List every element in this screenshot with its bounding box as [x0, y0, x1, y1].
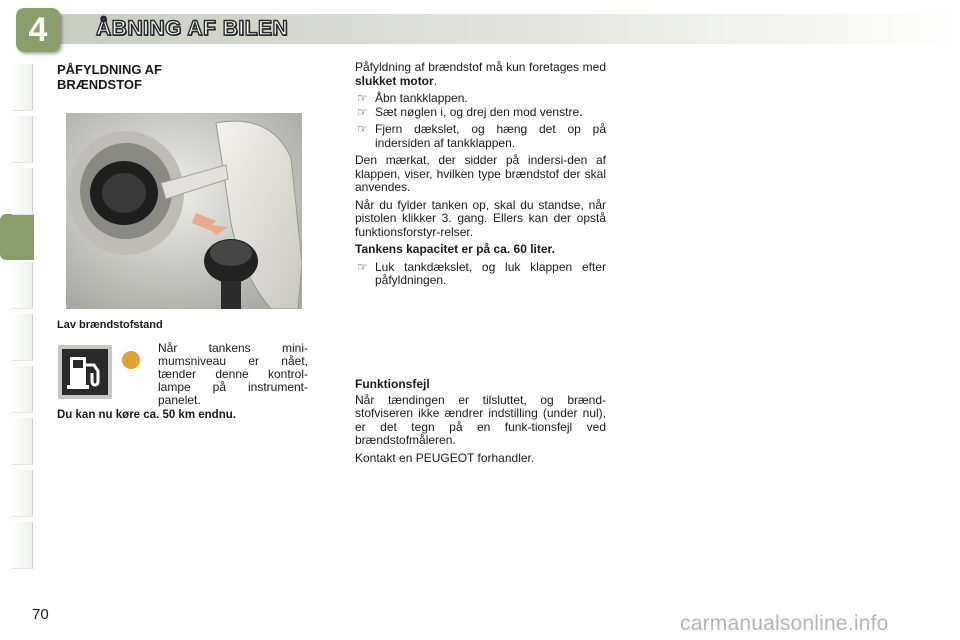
intro-end: . [433, 73, 438, 88]
step-text: Åbn tankklappen. [375, 91, 468, 105]
fuel-warning-panel [58, 345, 112, 399]
fault-text: Når tændingen er tilsluttet, og brænd-stofviseren ikke ændrer indstilling (under nul), er det tegn på en funk-tionsfejl ved brændstofmåleren. [355, 392, 606, 447]
step-item [355, 92, 606, 106]
pointing-hand-icon: ☞ [357, 91, 368, 105]
intro-bold: slukket motor [355, 73, 434, 88]
chapter-tab[interactable] [12, 366, 33, 413]
step-item [355, 123, 606, 150]
chapter-tab[interactable] [12, 262, 33, 309]
fuel-pump-icon [58, 345, 112, 399]
chapter-title: ÅBNING AF BILEN [96, 17, 289, 40]
label-paragraph: Den mærkat, der sidder på indersi-den af klappen, viser, hvilken type brændstof der skal anvendes. [355, 153, 606, 194]
step-text: Luk tankdækslet, og luk klappen efter påfyldningen. [375, 259, 606, 287]
section-heading [57, 62, 162, 92]
chapter-tab[interactable] [12, 168, 33, 215]
chapter-tab-active[interactable] [0, 214, 34, 260]
full-tank-paragraph: Når du fylder tanken op, skal du standse, når pistolen klikker 3. gang. Ellers kan der opstå funktionsforstyr-relser. [355, 197, 606, 239]
chapter-header [0, 0, 960, 58]
fault-section [355, 378, 606, 469]
contact-text: Kontakt en PEUGEOT forhandler. [355, 450, 535, 465]
chapter-tab[interactable] [12, 418, 33, 465]
chapter-tabs [0, 64, 34, 576]
chapter-number-badge: 4 [16, 8, 60, 52]
fuel-cap-illustration [66, 113, 302, 309]
fault-title: Funktionsfejl [355, 377, 430, 391]
chapter-tab[interactable] [12, 470, 33, 517]
intro-text: Påfyldning af brændstof må kun foretages med [355, 60, 606, 74]
page-number: 70 [32, 606, 49, 623]
heading-line: PÅFYLDNING AF [57, 62, 162, 77]
watermark: carmanualsonline.info [680, 612, 889, 635]
warning-lamp-icon [122, 351, 140, 369]
low-fuel-text: Når tankens mini-mumsniveau er nået, tænder denne kontrol-lampe på instrument-panelet. [158, 341, 308, 407]
step-text: Fjern dækslet, og hæng det op på indersiden af tankklappen. [375, 122, 606, 150]
low-fuel-title: Lav brændstofstand [57, 319, 163, 331]
capacity-note: Tankens kapacitet er på ca. 60 liter. [355, 242, 555, 256]
fuel-cap-photo [66, 113, 302, 309]
chapter-tab[interactable] [12, 314, 33, 361]
step-item [355, 261, 606, 288]
range-note: Du kan nu køre ca. 50 km endnu. [57, 409, 236, 421]
chapter-tab[interactable] [12, 64, 33, 111]
step-item [355, 106, 606, 120]
pointing-hand-icon: ☞ [357, 122, 368, 136]
step-text: Sæt nøglen i, og drej den mod venstre. [375, 104, 583, 119]
chapter-tab[interactable] [12, 522, 33, 569]
refuel-instructions [355, 61, 606, 292]
pointing-hand-icon: ☞ [357, 104, 368, 119]
chapter-tab[interactable] [12, 116, 33, 163]
intro-paragraph [355, 61, 606, 88]
heading-line: BRÆNDSTOF [57, 77, 142, 92]
pointing-hand-icon: ☞ [357, 259, 368, 274]
